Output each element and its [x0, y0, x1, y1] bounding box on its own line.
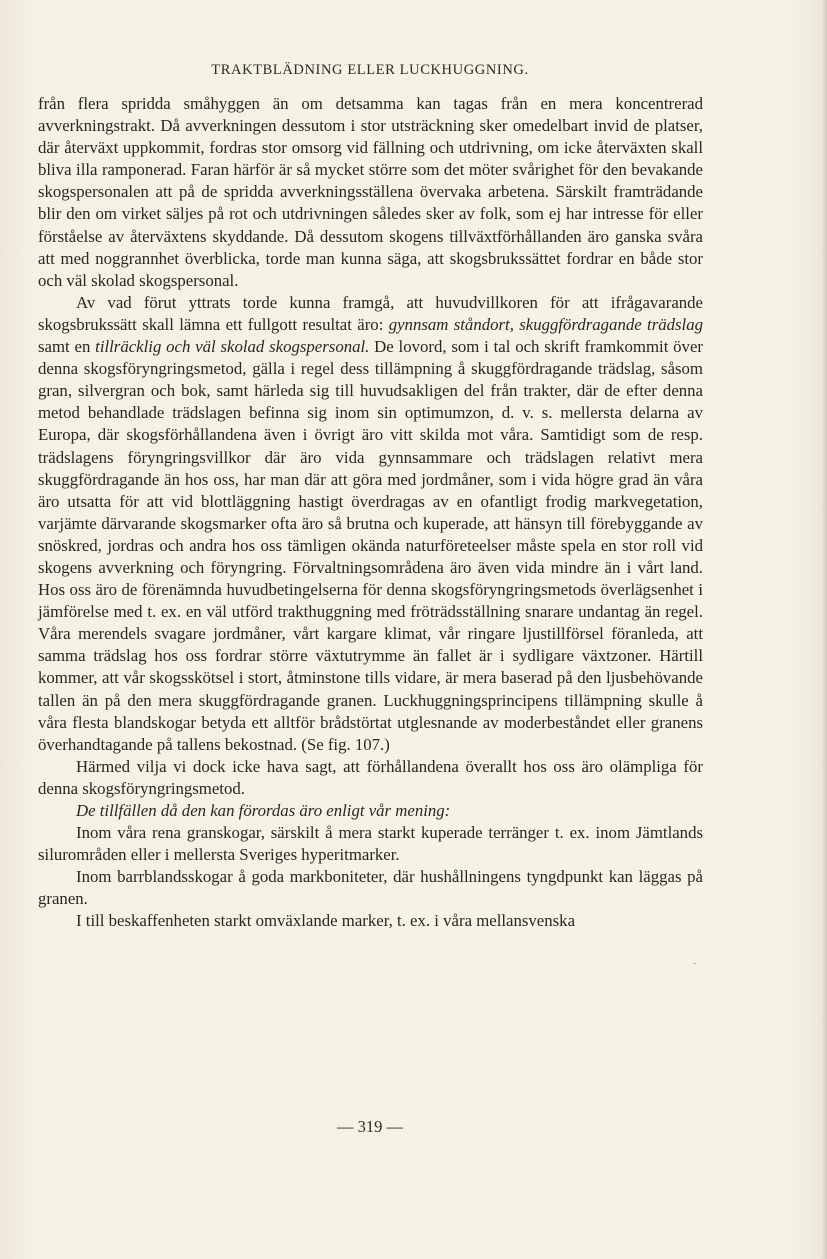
paragraph-2-rest: De lovord, som i tal och skrift framkommit över denna skogsföryngringsmetod, gälla i regel dess tillämpning å skuggfördragande trädslag, såsom gran, silvergran och bok, samt härleda sig till huvudsakligen del från trakter, där de efter denna metod behandlade trädslagen befinna sig inom sin optimumzon, d. v. s. mellersta delarna av Europa, där skogsförhållandena även i övrigt äro vitt skilda mot våra. Samtidigt som de resp. trädslagens föryngringsvillkor där äro vida gynnsammare och trädslagen relativt mera skuggfördragande än hos oss, har man där att göra med jordmåner, som i vida högre grad än våra äro utsatta för att vid blottläggning hastigt överdragas av en ofantligt frodig markvegetation, varjämte därvarande skogsmarker ofta äro så brutna och kuperade, att hänsyn till förebyggande av snöskred, jordras och andra hos oss tämligen okända naturföreteelser måste spela en stor roll vid skogens avverkning och föryngring. Förvaltningsområdena äro även vida mindre än i vårt land. Hos oss äro de förenämnda huvudbetingelserna för denna skogsföryngringsmetods överlägsenhet i jämförelse med t. ex. en väl utförd trakthuggning med fröträdsställning snarare undantag än regel. Våra merendels svagare jordmåner, vårt kargare klimat, vår ringare ljustillförsel föranleda, att samma trädslag hos oss fordrar större växtutrymme än fallet är i sydligare växtzoner. Härtill kommer, att vår skogsskötsel i stort, åtminstone tills vidare, är mera baserad på den ljusbehövande tallen än på den mera skuggfördragande granen. Luckhuggningsprincipens tillämpning skulle å våra flesta blandskogar betyda ett alltför brådstörtat utglesnande av moderbeståndet eller granens överhandtagande på tallens bekostnad. (Se fig. 107.) [38, 337, 703, 754]
margin-mark: ˙ [693, 962, 697, 973]
paragraph-2 [38, 292, 703, 756]
paragraph-3: Härmed vilja vi dock icke hava sagt, att förhållandena överallt hos oss äro olämpliga för denna skogsföryngringsmetod. [38, 756, 703, 798]
paragraph-4 [38, 800, 703, 822]
paragraph-5: Inom våra rena granskogar, särskilt å mera starkt kuperade terränger t. ex. inom Jämtlands silurområden eller i mellersta Sveriges hyperitmarker. [38, 823, 703, 865]
paragraph-6: Inom barrblandsskogar å goda markboniteter, där hushållningens tyngdpunkt kan läggas på granen. [38, 867, 703, 909]
running-header: TRAKTBLÄDNING ELLER LUCKHUGGNING. [211, 62, 529, 78]
page-edge-shadow [821, 0, 827, 1259]
paragraph-1: från flera spridda småhyggen än om detsamma kan tagas från en mera koncentrerad avverkningstrakt. Då avverkningen dessutom i stor utsträckning sker omedelbart invid de platser, där återväxt uppkommit, fordras stor omsorg vid fällning och utdrivning, om icke återväxten skall bliva illa ramponerad. Faran härför är så mycket större som det möter svårighet för den bevakande skogspersonalen att på de spridda avverkningsställena övervaka arbetena. Särskilt framträdande blir den om virket säljes på rot och utdrivningen således sker av folk, som ej har intresse för eller förståelse av återväxtens skyddande. Då dessutom skogens tillväxtförhållanden äro ganska svåra att med noggrannhet överblicka, torde man kunna säga, att skogsbrukssättet fordrar en både stor och väl skolad skogspersonal. [38, 94, 703, 290]
paragraph-2-emphasis-2: tillräcklig och väl skolad skogspersonal. [95, 337, 370, 357]
paragraph-2-middle: samt en [38, 337, 96, 357]
page-number: — 319 — [337, 1117, 403, 1136]
paragraph-7: I till beskaffenheten starkt omväxlande marker, t. ex. i våra mellansvenska [76, 911, 576, 931]
paragraph-4-italic: De tillfällen då den kan förordas äro enligt vår mening: [76, 801, 451, 820]
body-text [38, 93, 703, 933]
paragraph-2-start: Av vad förut yttrats torde kunna framgå, att huvudvillkoren för att ifrågavarande skogsbrukssätt skall lämna ett fullgott resultat äro: [38, 292, 703, 334]
paragraph-2-emphasis-1: gynnsam ståndort, skuggfördragande trädslag [388, 314, 703, 334]
